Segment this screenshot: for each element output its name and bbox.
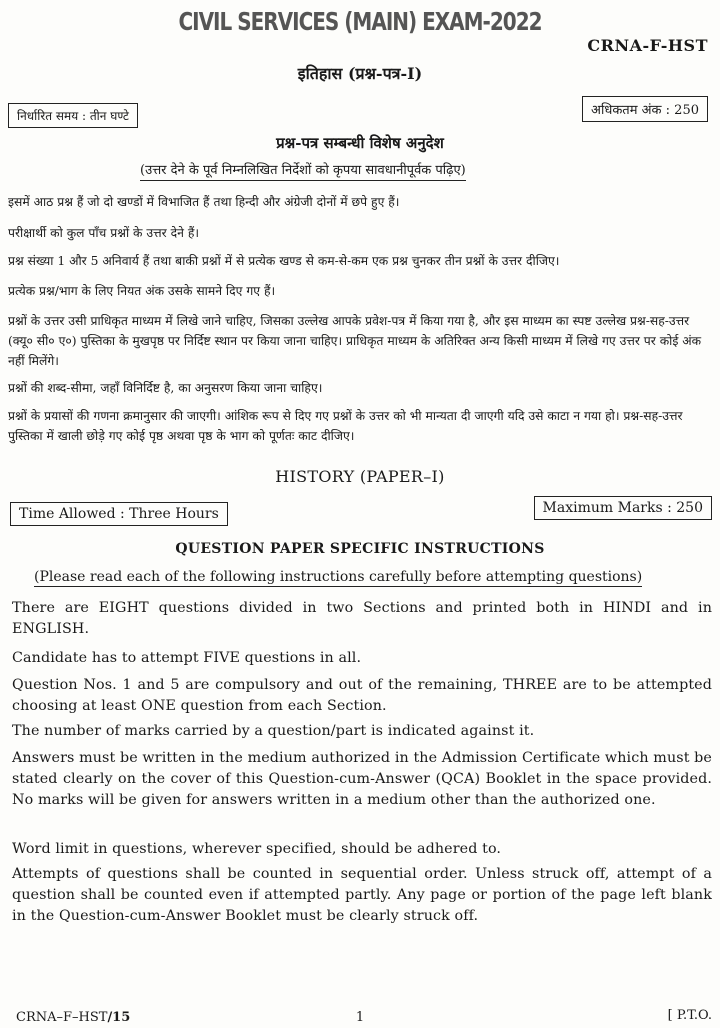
hindi-paper-title: इतिहास (प्रश्न-पत्र-I) (297, 64, 423, 83)
footer-page-count: /15 (107, 1010, 131, 1025)
english-instructions-subheading: (Please read each of the following instructions carefully before attempting questions) (34, 569, 643, 585)
english-instruction-6: Word limit in questions, wherever specified, should be adhered to. (12, 841, 502, 857)
footer-code-text: CRNA–F–HST (16, 1010, 108, 1025)
hindi-instruction-1: इसमें आठ प्रश्न हैं जो दो खण्डों में विभाजित हैं तथा हिन्दी और अंग्रेजी दोनों में छपे हुए हैं। (8, 195, 400, 209)
hindi-instruction-2: परीक्षार्थी को कुल पाँच प्रश्नों के उत्तर देने हैं। (8, 226, 200, 240)
english-instruction-2: Candidate has to attempt FIVE questions in all. (12, 650, 362, 666)
english-instruction-1: There are EIGHT questions divided in two Sections and printed both in HINDI and in ENGLISH. (12, 600, 712, 637)
paper-code: CRNA-F-HST (587, 36, 708, 55)
hindi-instructions-subheading: (उत्तर देने के पूर्व निम्नलिखित निर्देशों को कृपया सावधानीपूर्वक पढ़िए) (140, 160, 466, 181)
hindi-instruction-5: प्रश्नों के उत्तर उसी प्राधिकृत माध्यम में लिखे जाने चाहिए, जिसका उल्लेख आपके प्रवेश-पत्र में किया गया है, और इस माध्यम का स्पष्ट उल्लेख प्रश्न-सह-उत्तर (क्यू० सी० ए०) पुस्तिका के मुखपृष्ठ पर निर्दिष्ट स्थान पर किया जाना चाहिए। प्राधिकृत माध्यम के अतिरिक्त अन्य किसी माध्यम में लिखे गए उत्तर पर कोई अंक नहीं मिलेंगे। (8, 314, 702, 368)
english-max-marks: Maximum Marks : 250 (534, 496, 712, 520)
hindi-instruction-4: प्रत्येक प्रश्न/भाग के लिए नियत अंक उसके सामने दिए गए हैं। (8, 284, 276, 298)
english-instruction-5: Answers must be written in the medium authorized in the Admission Certificate which must be stated clearly on the cover of this Question-cum-Answer (QCA) Booklet in the space provided. No marks will be given for answers written in a medium other than the authorized one. (12, 750, 712, 808)
hindi-instruction-6: प्रश्नों की शब्द-सीमा, जहाँ विनिर्दिष्ट है, का अनुसरण किया जाना चाहिए। (8, 381, 323, 395)
hindi-instruction-3: प्रश्न संख्या 1 और 5 अनिवार्य हैं तथा बाकी प्रश्नों में से प्रत्येक खण्ड से कम-से-कम एक प्रश्न चुनकर तीन प्रश्नों के उत्तर दीजिए। (8, 254, 560, 268)
english-paper-title: HISTORY (PAPER–I) (275, 467, 445, 486)
english-instructions-heading: QUESTION PAPER SPECIFIC INSTRUCTIONS (175, 541, 545, 557)
exam-stamp: CIVIL SERVICES (MAIN) EXAM-2022 (178, 6, 542, 36)
page-number: 1 (355, 1010, 365, 1025)
english-instruction-4: The number of marks carried by a question/part is indicated against it. (12, 723, 535, 739)
hindi-instructions-heading: प्रश्न-पत्र सम्बन्धी विशेष अनुदेश (276, 134, 444, 152)
pto-label: [ P.T.O. (667, 1008, 712, 1023)
english-time-allowed: Time Allowed : Three Hours (10, 502, 228, 526)
english-instruction-3: Question Nos. 1 and 5 are compulsory and out of the remaining, THREE are to be attempted choosing at least ONE question from each Section. (12, 677, 712, 714)
hindi-time-allowed: निर्धारित समय : तीन घण्टे (8, 103, 138, 128)
english-instruction-7: Attempts of questions shall be counted in sequential order. Unless struck off, attempt of a question shall be counted even if attempted partly. Any page or portion of the page left blank in the Question-cum-Answer Booklet must be clearly struck off. (12, 866, 712, 924)
hindi-max-marks: अधिकतम अंक : 250 (582, 96, 708, 122)
hindi-instruction-7: प्रश्नों के प्रयासों की गणना क्रमानुसार की जाएगी। आंशिक रूप से दिए गए प्रश्नों के उत्तर को भी मान्यता दी जाएगी यदि उसे काटा न गया हो। प्रश्न-सह-उत्तर पुस्तिका में खाली छोड़े गए कोई पृष्ठ अथवा पृष्ठ के भाग को पूर्णतः काट दीजिए। (8, 409, 683, 443)
